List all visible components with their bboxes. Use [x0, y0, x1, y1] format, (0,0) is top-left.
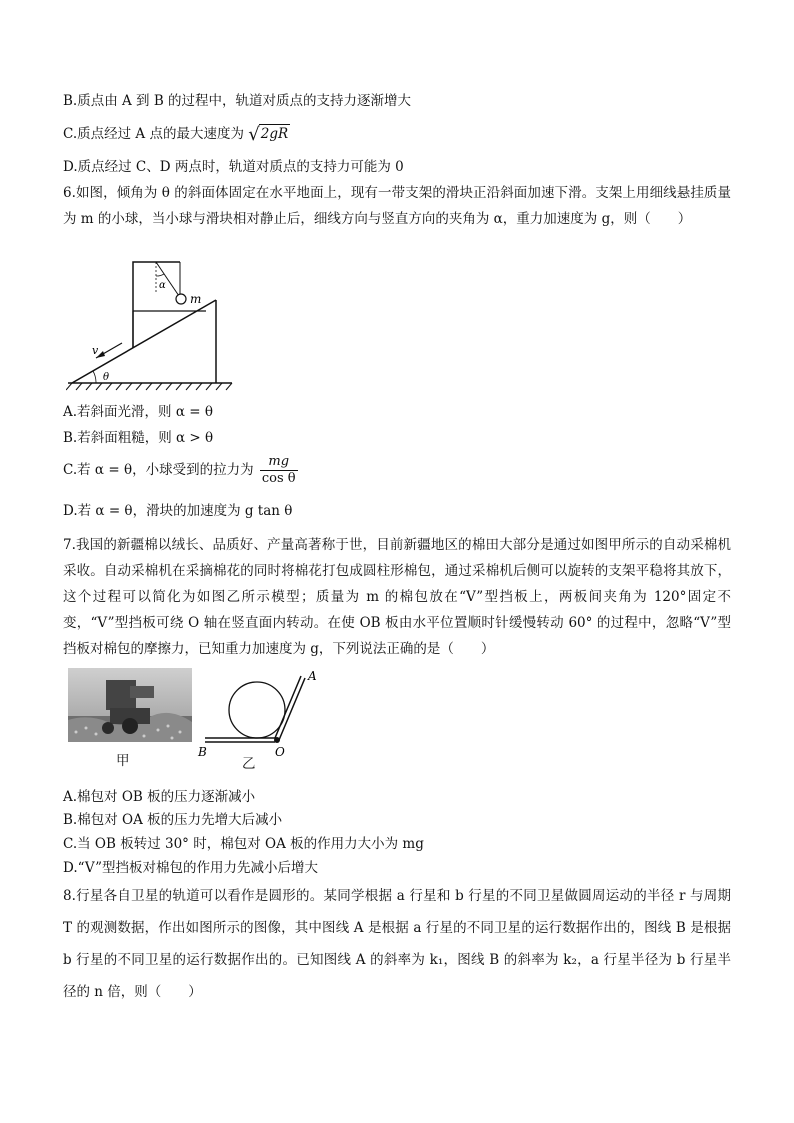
q7-option-a: A.棉包对 OB 板的压力逐渐减小 — [63, 789, 256, 805]
fraction-numerator: mg — [260, 454, 298, 471]
q5-option-d: D.质点经过 C、D 两点时，轨道对质点的支持力可能为 0 — [63, 159, 404, 175]
q7-figure-v-board — [195, 668, 325, 768]
q6-option-d: D.若 α = θ，滑块的加速度为 g tan θ — [63, 503, 293, 519]
figure-caption-yi: 乙 — [242, 756, 256, 772]
q7-option-c: C.当 OB 板转过 30° 时，棉包对 OA 板的作用力大小为 mg — [63, 836, 424, 852]
q6-option-b: B.若斜面粗糙，则 α > θ — [63, 430, 214, 446]
figure-caption-jia: 甲 — [116, 753, 130, 769]
q7-figure-label-b: B — [198, 745, 207, 759]
q6-figure-label-alpha: α — [159, 280, 166, 291]
q5-option-c-radicand: 2gR — [260, 126, 289, 142]
q7-figure-label-a: A — [308, 669, 317, 683]
q6-stem: 6.如图，倾角为 θ 的斜面体固定在水平地面上，现有一带支架的滑块正沿斜面加速下滑。支架上用细线悬挂质量为 m 的小球，当小球与滑块相对静止后，细线方向与竖直方向的夹角为 α，重力加速度为 g，则（ ） — [63, 185, 731, 227]
q6-option-c — [63, 452, 300, 488]
q8-stem: 8.行星各自卫星的轨道可以看作是圆形的。某同学根据 a 行星和 b 行星的不同卫星做圆周运动的半径 r 与周期 T 的观测数据，作出如图所示的图像，其中图线 A 是根据 a 行星的不同卫星的运行数据作出的，图线 B 是根据 b 行星的不同卫星的运行数据作出的。已知图线 A 的斜率为 k₁，图线 B 的斜率为 k₂，a 行星半径为 b 行星半径的 n 倍，则（ ） — [63, 888, 731, 1000]
q5-option-b: B.质点由 A 到 B 的过程中，轨道对质点的支持力逐渐增大 — [63, 93, 412, 109]
fraction-denominator: cos θ — [261, 471, 296, 486]
q6-figure-label-v: v — [92, 344, 99, 357]
q6-option-a: A.若斜面光滑，则 α = θ — [63, 404, 213, 420]
q6-figure-label-theta: θ — [103, 372, 110, 383]
harvester-image — [68, 668, 192, 742]
q5-option-c — [63, 124, 290, 144]
q6-option-c-text: C.若 α = θ，小球受到的拉力为 — [63, 462, 254, 478]
sqrt-symbol: √ — [248, 124, 260, 145]
q6-figure-label-m: m — [190, 292, 202, 306]
q6-option-c-fraction — [260, 454, 298, 487]
q6-figure-incline — [66, 256, 234, 396]
cotton-harvester-photo — [68, 668, 192, 742]
q7-option-d: D.“V”型挡板对棉包的作用力先减小后增大 — [63, 860, 319, 876]
q7-figure-label-o: O — [275, 745, 285, 759]
q5-option-c-text: C.质点经过 A 点的最大速度为 — [63, 126, 244, 142]
q7-option-b: B.棉包对 OA 板的压力先增大后减小 — [63, 812, 283, 828]
q7-stem: 7.我国的新疆棉以绒长、品质好、产量高著称于世，目前新疆地区的棉田大部分是通过如图甲所示的自动采棉机采收。自动采棉机在采摘棉花的同时将棉花打包成圆柱形棉包，通过采棉机后侧可以旋转的支架平稳将其放下，这个过程可以简化为如图乙所示模型；质量为 m 的棉包放在“V”型挡板上，两板间夹角为 120°固定不变，“V”型挡板可绕 O 轴在竖直面内转动。在使 OB 板由水平位置顺时针缓慢转动 60° 的过程中，忽略“V”型挡板对棉包的摩擦力，已知重力加速度为 g，下列说法正确的是（ ） — [63, 537, 731, 657]
